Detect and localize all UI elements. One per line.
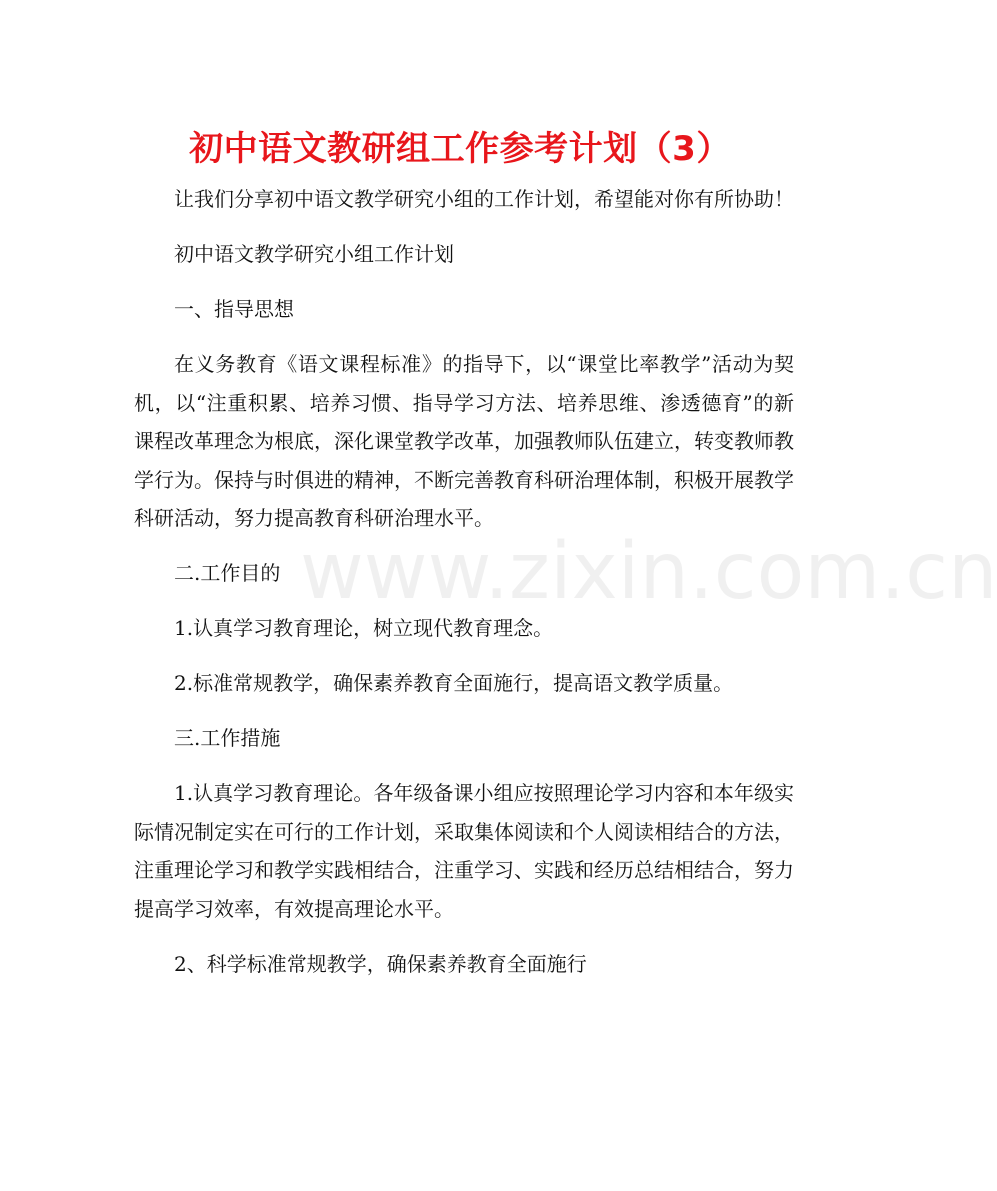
document-title: 初中语文教研组工作参考计划（3） <box>189 129 731 169</box>
section-heading-guiding-ideology: 一、指导思想 <box>174 297 294 321</box>
watermark: www.zixin.com.cn <box>300 527 997 617</box>
work-measure-item-1: 1.认真学习教育理论。各年级备课小组应按照理论学习内容和本年级实际情况制定实在可行的工作计划，采取集体阅读和个人阅读相结合的方法，注重理论学习和教学实践相结合，注重学习、实践和经历总结相结合，努力提高学习效率，有效提高理论水平。 <box>134 781 794 921</box>
document-body <box>134 180 997 1000</box>
intro-paragraph: 让我们分享初中语文教学研究小组的工作计划，希望能对你有所协助！ <box>174 187 794 211</box>
work-measure-item-2: 2、科学标准常规教学，确保素养教育全面施行 <box>174 951 587 976</box>
plan-heading: 初中语文教学研究小组工作计划 <box>174 242 454 266</box>
guiding-ideology-paragraph: 在义务教育《语文课程标准》的指导下，以“课堂比率教学”活动为契机，以“注重积累、培养习惯、指导学习方法、培养思维、渗透德育”的新课程改革理念为根底，深化课堂教学改革，加强教师队伍建立，转变教师教学行为。保持与时俱进的精神，不断完善教育科研治理体制，积极开展教学科研活动，努力提高教育科研治理水平。 <box>134 352 794 530</box>
work-goal-item-1: 1.认真学习教育理论，树立现代教育理念。 <box>174 616 554 640</box>
section-heading-work-goals: 二.工作目的 <box>174 561 281 585</box>
section-heading-work-measures: 三.工作措施 <box>174 726 281 750</box>
work-goal-item-2: 2.标准常规教学，确保素养教育全面施行，提高语文教学质量。 <box>174 671 734 695</box>
